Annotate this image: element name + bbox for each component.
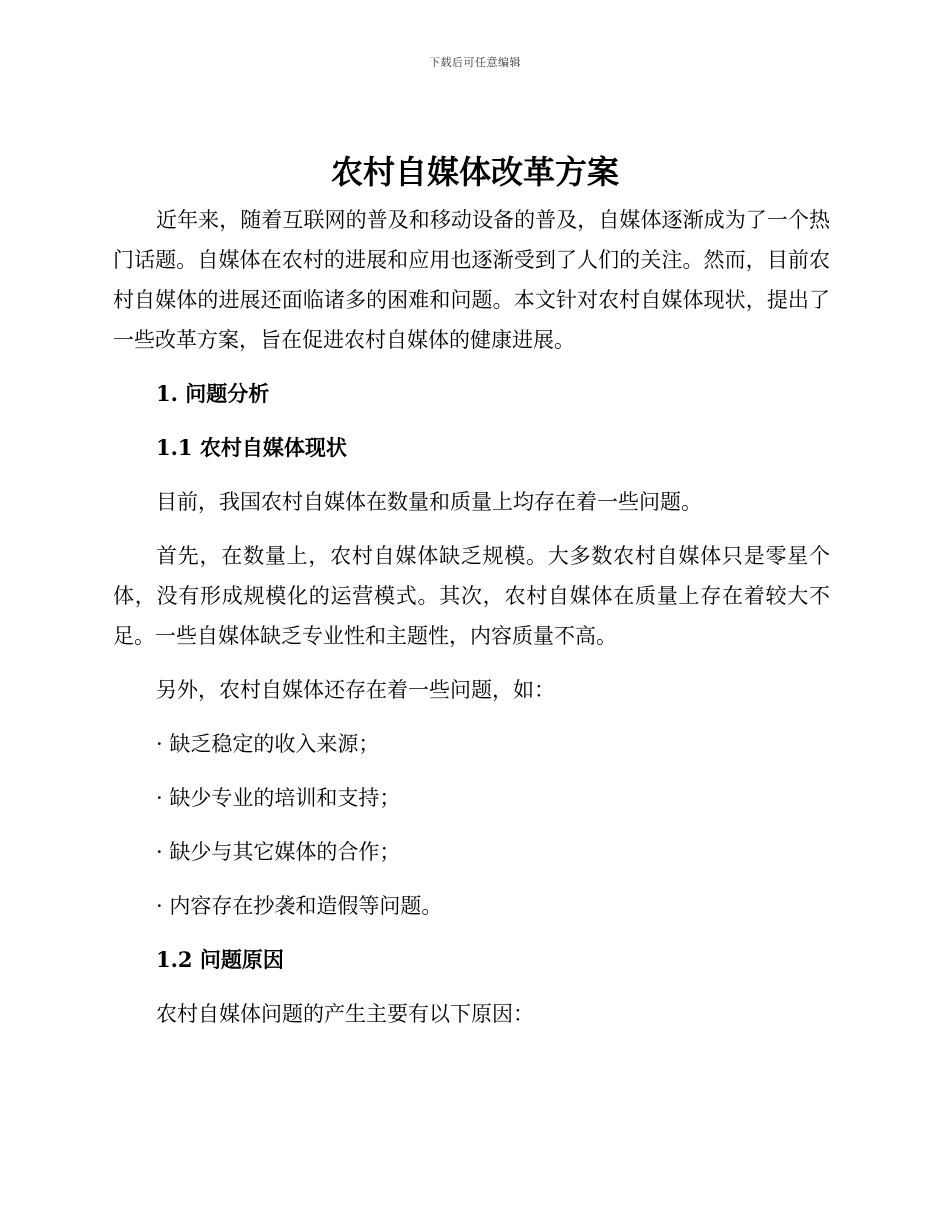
status-paragraph-3: 另外，农村自媒体还存在着一些问题，如：	[156, 678, 555, 702]
header-note: 下载后可任意编辑	[429, 56, 521, 69]
intro-paragraph: 近年来，随着互联网的普及和移动设备的普及，自媒体逐渐成为了一个热门话题。自媒体在农村的进展和应用也逐渐受到了人们的关注。然而，目前农村自媒体的进展还面临诸多的困难和问题。本文针对农村自媒体现状，提出了一些改革方案，旨在促进农村自媒体的健康进展。	[113, 208, 830, 352]
status-paragraph-1: 目前，我国农村自媒体在数量和质量上均存在着一些问题。	[156, 490, 702, 514]
causes-paragraph-1: 农村自媒体问题的产生主要有以下原因：	[156, 1002, 534, 1026]
list-item: · 缺少专业的培训和支持；	[156, 786, 401, 810]
list-item: · 缺乏稳定的收入来源；	[156, 732, 380, 756]
subsection-heading-problem-causes: 1.2 问题原因	[156, 947, 284, 972]
document-body	[113, 200, 830, 1034]
document-title: 农村自媒体改革方案	[330, 153, 619, 191]
list-item: · 缺少与其它媒体的合作；	[156, 840, 401, 864]
status-paragraph-2: 首先，在数量上，农村自媒体缺乏规模。大多数农村自媒体只是零星个体，没有形成规模化的运营模式。其次，农村自媒体在质量上存在着较大不足。一些自媒体缺乏专业性和主题性，内容质量不高。	[113, 544, 830, 648]
list-item: · 内容存在抄袭和造假等问题。	[156, 894, 443, 918]
subsection-heading-current-status: 1.1 农村自媒体现状	[156, 435, 347, 460]
section-heading-problem-analysis: 1. 问题分析	[156, 381, 270, 406]
